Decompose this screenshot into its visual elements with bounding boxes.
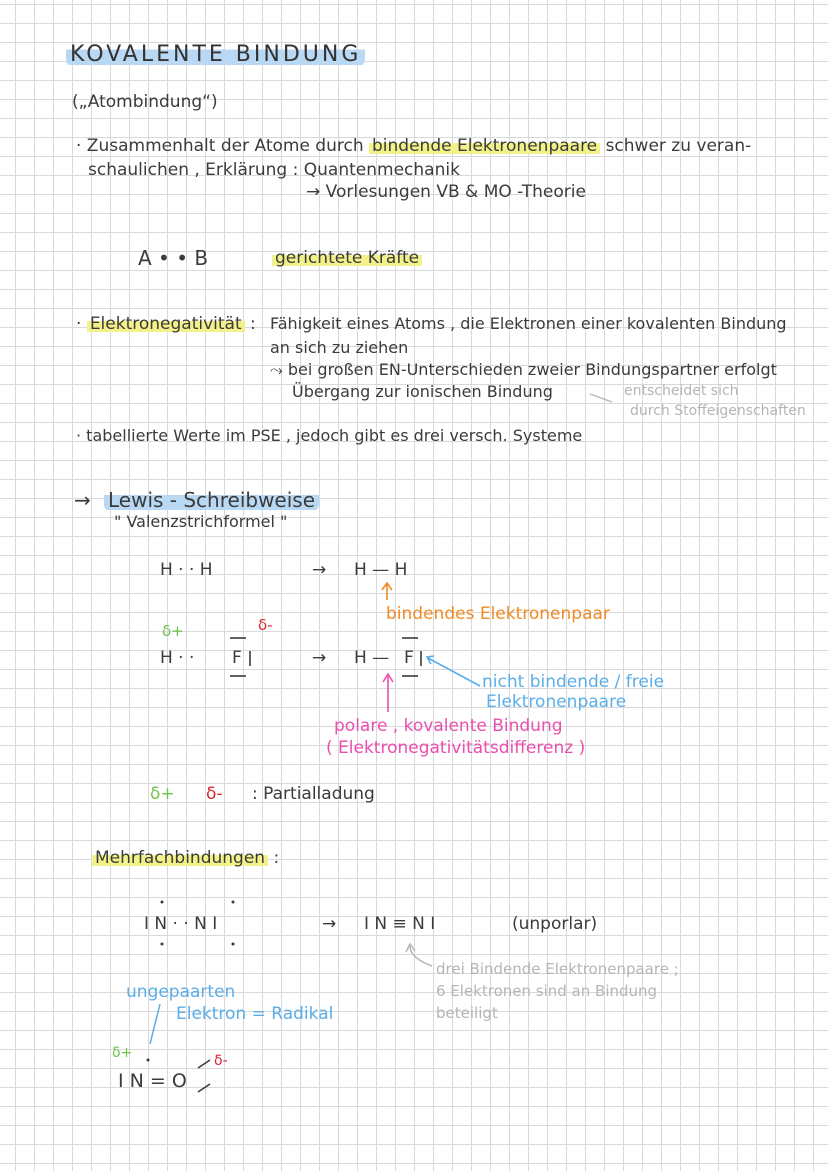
- page-title: KOVALENTE BINDUNG: [66, 44, 365, 66]
- blue-arrow: [428, 658, 480, 686]
- triple-note2: 6 Elektronen sind an Bindung: [436, 982, 658, 1000]
- gray-arrow-triple-head: [406, 944, 415, 952]
- bullet1-line3: → Vorlesungen VB & MO -Theorie: [306, 182, 586, 202]
- lewis-sub: " Valenzstrichformel ": [114, 512, 288, 531]
- en-line4: Übergang zur ionischen Bindung: [292, 382, 553, 401]
- no-delta-plus: δ+: [112, 1045, 133, 1061]
- unpaired-label1: ungepaarten: [126, 982, 236, 1002]
- delta-minus: δ-: [258, 616, 273, 634]
- ab-label: gerichtete Kräfte: [272, 250, 422, 267]
- lewis-heading: Lewis - Schreibweise: [104, 490, 319, 510]
- no-delta-minus: δ-: [214, 1053, 228, 1069]
- o-lone-pair: [198, 1084, 210, 1092]
- bullet1-line1: · Zusammenhalt der Atome durch bindende Elektronenpaare schwer zu veran-: [76, 136, 752, 156]
- hh-right: H — H: [354, 560, 408, 580]
- legend-delta-plus: δ+: [150, 784, 175, 804]
- multi-heading: Mehrfachbindungen :: [92, 850, 279, 867]
- subtitle: („Atombindung“): [72, 92, 218, 112]
- delta-plus: δ+: [162, 622, 184, 640]
- gray-arrow-en: [590, 394, 612, 402]
- legend-delta-minus: δ-: [206, 784, 223, 804]
- n2-dot: [161, 901, 164, 904]
- bullet1-line2: schaulichen , Erklärung : Quantenmechanik: [88, 160, 460, 180]
- triple-note1: drei Bindende Elektronenpaare ;: [436, 960, 679, 978]
- polar-label2: ( Elektronegativitätsdifferenz ): [326, 738, 586, 758]
- blue-arrow-head: [427, 656, 434, 664]
- en-line2: an sich zu ziehen: [270, 338, 409, 357]
- hf-arrow: →: [312, 648, 327, 668]
- o-lone-pair: [198, 1060, 210, 1068]
- en-line1: Fähigkeit eines Atoms , die Elektronen einer kovalenten Bindung: [270, 314, 787, 333]
- lewis-arrow: →: [74, 488, 91, 512]
- n2-dot: [232, 901, 235, 904]
- pink-arrow-head: [383, 674, 393, 682]
- hf-left-f: F: [232, 648, 242, 668]
- n2-arrow: →: [322, 914, 337, 934]
- hf-right-h: H —: [354, 648, 390, 668]
- en-note1: entscheidet sich: [624, 383, 739, 399]
- en-note2: durch Stoffeigenschaften: [630, 403, 806, 419]
- free-pairs-label1: nicht bindende / freie: [482, 672, 665, 692]
- hf-right-f: F: [404, 648, 414, 668]
- en-line3: ⤳ bei großen EN-Unterschieden zweier Bindungspartner erfolgt: [270, 360, 777, 379]
- bullet1-highlight: bindende Elektronenpaare: [369, 136, 600, 156]
- n2-note: (unporlar): [512, 914, 598, 934]
- no-formula: I N = O: [118, 1070, 187, 1092]
- ab-formula: A • • B: [138, 246, 209, 270]
- n2-right: I N ≡ N I: [364, 914, 436, 934]
- en-term: · Elektronegativität :: [76, 314, 256, 334]
- hh-arrow: →: [312, 560, 327, 580]
- n2-left: I N · · N I: [144, 914, 218, 934]
- legend-label: : Partialladung: [252, 784, 375, 804]
- bullet3: · tabellierte Werte im PSE , jedoch gibt es drei versch. Systeme: [76, 426, 583, 445]
- n2-dot: [161, 943, 164, 946]
- free-pairs-label2: Elektronenpaare: [486, 692, 627, 712]
- triple-note3: beteiligt: [436, 1004, 498, 1022]
- orange-arrow-head: [382, 583, 392, 590]
- unpaired-pointer: [150, 1004, 160, 1044]
- unpaired-label2: Elektron = Radikal: [176, 1004, 334, 1024]
- n2-dot: [232, 943, 235, 946]
- polar-label1: polare , kovalente Bindung: [334, 716, 563, 736]
- hh-left: H · · H: [160, 560, 213, 580]
- gray-arrow-triple: [410, 946, 432, 966]
- hf-left-h: H · ·: [160, 648, 195, 668]
- bonding-label: bindendes Elektronenpaar: [386, 604, 610, 624]
- radical-dot: [147, 1059, 150, 1062]
